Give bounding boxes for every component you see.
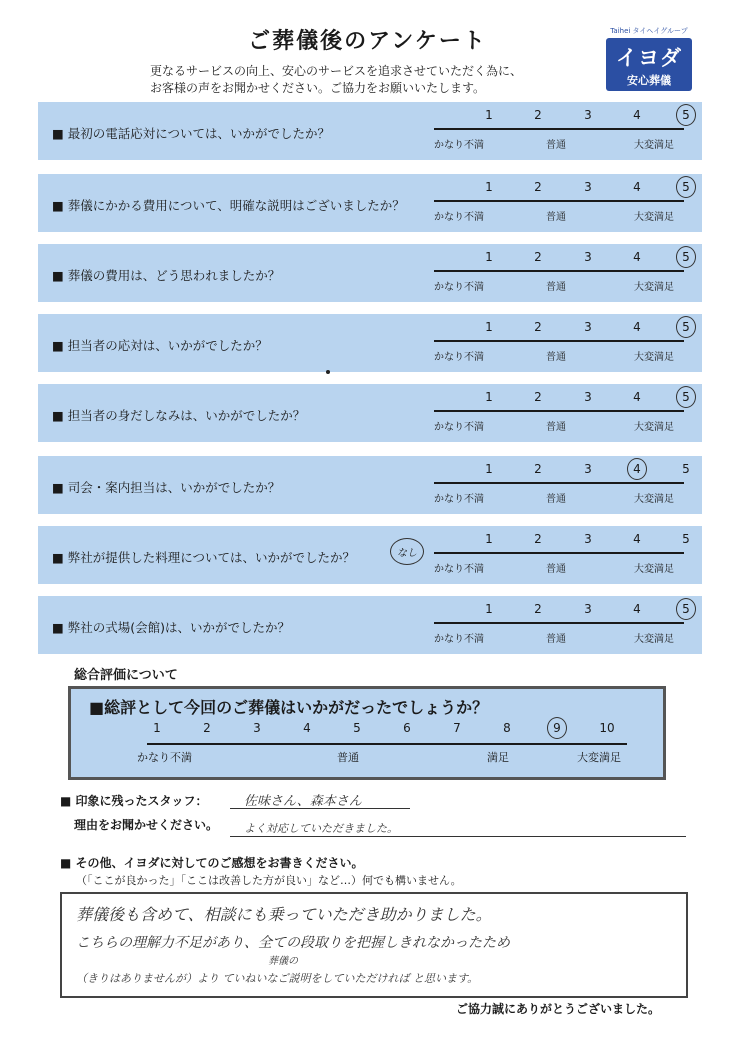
selected-answer-circle (676, 104, 696, 126)
label-mid: 普通 (546, 564, 566, 575)
rating-option-3[interactable]: 3 (584, 250, 592, 264)
label-high: 大変満足 (634, 494, 674, 505)
overall-label-2: 満足 (487, 751, 509, 764)
rating-option-5[interactable]: 5 (682, 108, 690, 122)
logo-tagline: 安心葬儀 (627, 74, 671, 87)
overall-scale (137, 721, 627, 773)
rating-option-4[interactable]: 4 (633, 320, 641, 334)
rating-option-3[interactable]: 3 (584, 532, 592, 546)
question-text: ■ 担当者の身だしなみは、いかがでしたか？ (52, 408, 306, 423)
comment-line-2: こちらの理解力不足があり、全ての段取りを把握しきれなかったため (76, 935, 510, 951)
rating-option-4[interactable]: 4 (633, 532, 641, 546)
selected-answer-circle (676, 386, 696, 408)
stray-mark (326, 370, 330, 374)
label-low: かなり不満 (434, 422, 484, 433)
logo-group-name: Taihei タイヘイグループ (610, 27, 688, 35)
intro-line-1: 更なるサービスの向上、安心のサービスを追求させていただく為に、 (150, 64, 523, 78)
label-high: 大変満足 (634, 564, 674, 575)
label-high: 大変満足 (634, 212, 674, 223)
overall-option-3[interactable]: 3 (253, 721, 261, 735)
label-mid: 普通 (546, 140, 566, 151)
overall-option-2[interactable]: 2 (203, 721, 211, 735)
comments-hint: （「ここが良かった」「ここは改善した方が良い」など…）何でも構いません。 (76, 874, 462, 887)
logo-brand: イヨダ (616, 46, 682, 70)
rating-option-2[interactable]: 2 (534, 250, 542, 264)
question-row (38, 314, 702, 372)
overall-section-title: 総合評価について (74, 668, 178, 683)
rating-option-5[interactable]: 5 (682, 180, 690, 194)
rating-scale (434, 532, 690, 582)
scale-line (434, 128, 684, 130)
overall-option-9[interactable]: 9 (553, 721, 561, 735)
overall-option-8[interactable]: 8 (503, 721, 511, 735)
staff-value[interactable]: 佐味さん、森本さん (244, 794, 362, 809)
overall-label-3: 大変満足 (577, 751, 621, 764)
scale-line (434, 482, 684, 484)
question-row (38, 174, 702, 232)
label-high: 大変満足 (634, 282, 674, 293)
rating-option-5[interactable]: 5 (682, 532, 690, 546)
question-text: ■ 弊社が提供した料理については、いかがでしたか？ (52, 550, 356, 565)
overall-rating-box (68, 686, 666, 780)
label-low: かなり不満 (434, 494, 484, 505)
question-row (38, 384, 702, 442)
rating-option-1[interactable]: 1 (485, 532, 493, 546)
comment-insertion: 葬儀の (268, 956, 298, 967)
question-row (38, 456, 702, 514)
reason-underline (230, 836, 686, 837)
overall-option-1[interactable]: 1 (153, 721, 161, 735)
rating-option-3[interactable]: 3 (584, 462, 592, 476)
intro-line-2: お客様の声をお聞かせください。ご協力をお願いいたします。 (150, 81, 486, 95)
rating-option-2[interactable]: 2 (534, 108, 542, 122)
handwritten-none-note: なし (390, 538, 424, 565)
comments-box[interactable] (60, 892, 688, 998)
rating-scale (434, 250, 690, 300)
rating-option-1[interactable]: 1 (485, 462, 493, 476)
rating-option-4[interactable]: 4 (633, 462, 641, 476)
selected-answer-circle (627, 458, 647, 480)
rating-option-4[interactable]: 4 (633, 250, 641, 264)
staff-underline (230, 808, 410, 809)
comment-line-1: 葬儀後も含めて、相談にも乗っていただき助かりました。 (76, 905, 492, 924)
rating-option-1[interactable]: 1 (485, 108, 493, 122)
logo-box (606, 38, 692, 91)
rating-scale (434, 602, 690, 652)
label-low: かなり不満 (434, 634, 484, 645)
rating-option-1[interactable]: 1 (485, 180, 493, 194)
comment-line-3: （きりはありませんが）より ていねいなご説明をしていただければ と思います。 (76, 972, 479, 985)
overall-option-5[interactable]: 5 (353, 721, 361, 735)
rating-option-2[interactable]: 2 (534, 180, 542, 194)
rating-option-4[interactable]: 4 (633, 390, 641, 404)
rating-option-1[interactable]: 1 (485, 390, 493, 404)
overall-label-0: かなり不満 (137, 751, 192, 764)
rating-scale (434, 390, 690, 440)
reason-label: 理由をお聞かせください。 (74, 818, 219, 832)
label-mid: 普通 (546, 494, 566, 505)
rating-option-4[interactable]: 4 (633, 180, 641, 194)
label-high: 大変満足 (634, 140, 674, 151)
rating-option-2[interactable]: 2 (534, 390, 542, 404)
label-mid: 普通 (546, 634, 566, 645)
rating-option-3[interactable]: 3 (584, 180, 592, 194)
scale-line (434, 410, 684, 412)
question-row (38, 596, 702, 654)
rating-option-2[interactable]: 2 (534, 462, 542, 476)
scale-line (434, 200, 684, 202)
rating-option-3[interactable]: 3 (584, 390, 592, 404)
company-logo (606, 26, 692, 91)
label-low: かなり不満 (434, 212, 484, 223)
overall-option-4[interactable]: 4 (303, 721, 311, 735)
label-low: かなり不満 (434, 564, 484, 575)
question-text: ■ 最初の電話応対については、いかがでしたか？ (52, 126, 331, 141)
rating-option-3[interactable]: 3 (584, 108, 592, 122)
overall-scale-line (147, 743, 627, 745)
overall-selected-circle (547, 717, 567, 739)
rating-option-1[interactable]: 1 (485, 250, 493, 264)
selected-answer-circle (676, 316, 696, 338)
staff-label: ■ 印象に残ったスタッフ： (60, 794, 208, 808)
label-mid: 普通 (546, 422, 566, 433)
overall-option-6[interactable]: 6 (403, 721, 411, 735)
rating-scale (434, 462, 690, 512)
thanks-text: ご協力誠にありがとうございました。 (456, 1002, 661, 1016)
comments-label: ■ その他、イヨダに対してのご感想をお書きください。 (60, 856, 364, 870)
question-text: ■ 司会・案内担当は、いかがでしたか？ (52, 480, 281, 495)
rating-option-2[interactable]: 2 (534, 602, 542, 616)
rating-option-3[interactable]: 3 (584, 602, 592, 616)
rating-option-5[interactable]: 5 (682, 462, 690, 476)
question-text: ■ 弊社の式場(会館)は、いかがでしたか？ (52, 620, 291, 635)
label-high: 大変満足 (634, 634, 674, 645)
overall-option-10[interactable]: 10 (599, 721, 615, 735)
label-high: 大変満足 (634, 352, 674, 363)
overall-label-1: 普通 (337, 751, 359, 764)
label-high: 大変満足 (634, 422, 674, 433)
overall-question: ■総評として今回のご葬儀はいかがだったでしょうか？ (89, 698, 489, 717)
scale-line (434, 270, 684, 272)
reason-value[interactable]: よく対応していただきました。 (244, 822, 398, 835)
question-row (38, 244, 702, 302)
scale-line (434, 340, 684, 342)
rating-option-1[interactable]: 1 (485, 602, 493, 616)
label-low: かなり不満 (434, 282, 484, 293)
scale-line (434, 552, 684, 554)
rating-option-5[interactable]: 5 (682, 250, 690, 264)
rating-scale (434, 108, 690, 158)
label-mid: 普通 (546, 282, 566, 293)
label-mid: 普通 (546, 352, 566, 363)
rating-option-5[interactable]: 5 (682, 320, 690, 334)
rating-scale (434, 320, 690, 370)
scale-line (434, 622, 684, 624)
rating-option-5[interactable]: 5 (682, 602, 690, 616)
question-row (38, 102, 702, 160)
rating-option-1[interactable]: 1 (485, 320, 493, 334)
question-row (38, 526, 702, 584)
label-low: かなり不満 (434, 140, 484, 151)
rating-option-3[interactable]: 3 (584, 320, 592, 334)
selected-answer-circle (676, 598, 696, 620)
rating-option-4[interactable]: 4 (633, 602, 641, 616)
overall-option-7[interactable]: 7 (453, 721, 461, 735)
rating-option-4[interactable]: 4 (633, 108, 641, 122)
selected-answer-circle (676, 176, 696, 198)
rating-option-2[interactable]: 2 (534, 532, 542, 546)
selected-answer-circle (676, 246, 696, 268)
question-text: ■ 担当者の応対は、いかがでしたか？ (52, 338, 268, 353)
rating-option-5[interactable]: 5 (682, 390, 690, 404)
rating-scale (434, 180, 690, 230)
question-text: ■ 葬儀の費用は、どう思われましたか？ (52, 268, 281, 283)
label-mid: 普通 (546, 212, 566, 223)
question-text: ■ 葬儀にかかる費用について、明確な説明はございましたか？ (52, 198, 405, 213)
rating-option-2[interactable]: 2 (534, 320, 542, 334)
label-low: かなり不満 (434, 352, 484, 363)
page-title: ご葬儀後のアンケート (248, 29, 487, 54)
